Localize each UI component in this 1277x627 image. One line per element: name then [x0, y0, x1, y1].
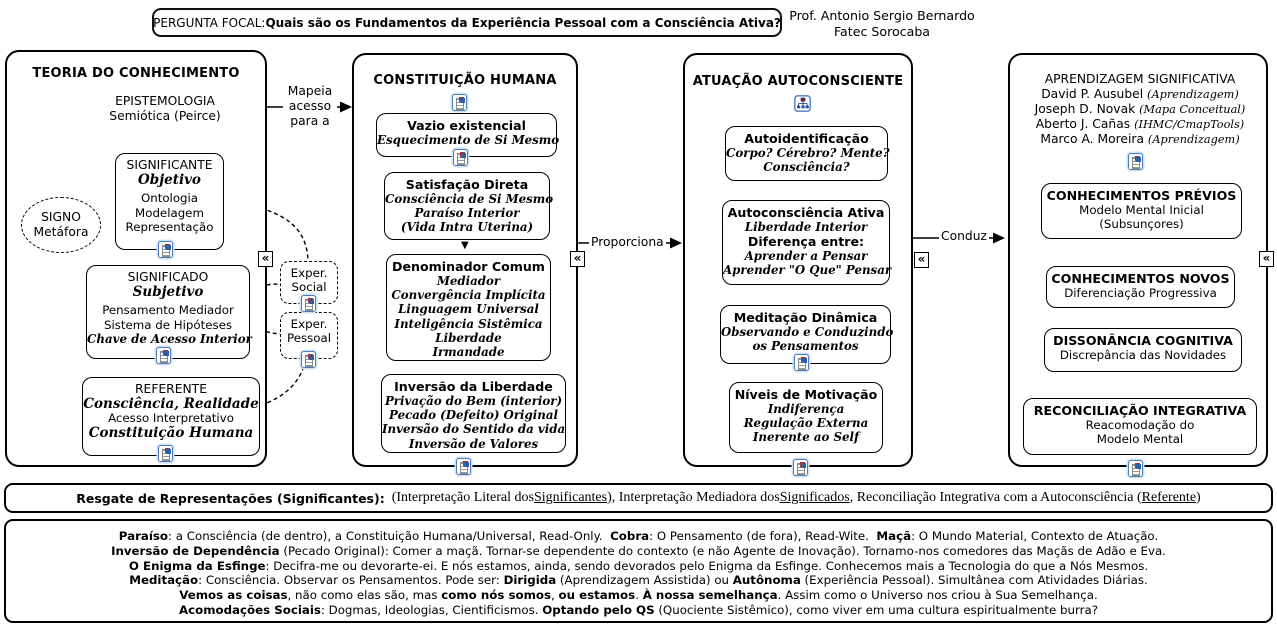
- author-name: Prof. Antonio Sergio Bernardo: [789, 8, 975, 23]
- node-conhecimentos-previos[interactable]: CONHECIMENTOS PRÉVIOS Modelo Mental Inicial (Subsunçores): [1041, 183, 1242, 239]
- author-institution: Fatec Sorocaba: [833, 24, 931, 39]
- resource-icon[interactable]: [158, 241, 173, 258]
- aprendizagem-header: APRENDIZAGEM SIGNIFICATIVA David P. Ausubel (Aprendizagem) Joseph D. Novak (Mapa Conceitual) Aberto J. Cañas (IHMC/CmapTools) Marco A. Moreira (Aprendizagem): [1034, 72, 1246, 146]
- node-inversao-liberdade[interactable]: Inversão da Liberdade Privação do Bem (interior) Pecado (Defeito) Original Inversão do Sentido da vida Inversão de Valores: [381, 374, 566, 453]
- link-label-mapeia-acesso[interactable]: Mapeia acesso para a: [283, 84, 337, 129]
- node-significado[interactable]: SIGNIFICADO Subjetivo Pensamento Mediador Sistema de Hipóteses Chave de Acesso Interior: [86, 265, 250, 359]
- resource-icon[interactable]: [301, 351, 316, 368]
- collapse-chevron-icon[interactable]: «: [914, 252, 929, 268]
- node-exper-pessoal[interactable]: Exper. Pessoal: [280, 312, 338, 359]
- footer-resgate-bar: Resgate de Representações (Significantes): (Interpretação Literal dos Significantes ), Interpretação Mediadora dos Significados , Reconciliação Integrativa com a Autoconsciência ( Referente ): [4, 483, 1273, 513]
- epistemologia-label: EPISTEMOLOGIA Semiótica (Peirce): [109, 94, 221, 123]
- resource-icon[interactable]: [1128, 153, 1143, 170]
- collapse-chevron-icon[interactable]: «: [258, 251, 273, 267]
- node-meditacao-dinamica[interactable]: Meditação Dinâmica Observando e Conduzindo os Pensamentos: [720, 305, 891, 364]
- node-denominador-comum[interactable]: Denominador Comum Mediador Convergência Implícita Linguagem Universal Inteligência Sistêmica Liberdade Irmandade: [386, 254, 551, 361]
- panel-constituicao-humana: [352, 53, 578, 467]
- author-credit: [772, 8, 992, 40]
- link-label-conduz[interactable]: Conduz: [941, 229, 987, 243]
- node-conhecimentos-novos[interactable]: CONHECIMENTOS NOVOS Diferenciação Progressiva: [1046, 266, 1235, 308]
- panel-atuacao-autoconsciente: [683, 53, 913, 467]
- node-significante[interactable]: SIGNIFICANTE Objetivo Ontologia Modelagem Representação: [115, 153, 224, 250]
- resource-icon[interactable]: [453, 149, 468, 166]
- resource-icon[interactable]: [456, 458, 471, 475]
- panel-aprendizagem-significativa: [1008, 53, 1268, 467]
- concept-map-icon[interactable]: [794, 95, 811, 112]
- panel-title-constituicao: CONSTITUIÇÃO HUMANA: [373, 73, 557, 88]
- resource-icon[interactable]: [793, 459, 808, 476]
- panel-title-teoria: TEORIA DO CONHECIMENTO: [32, 66, 240, 81]
- node-reconciliacao-integrativa[interactable]: RECONCILIAÇÃO INTEGRATIVA Reacomodação do Modelo Mental: [1023, 398, 1257, 455]
- collapse-chevron-icon[interactable]: «: [570, 251, 585, 267]
- resource-icon[interactable]: [301, 295, 316, 312]
- resource-icon[interactable]: [158, 445, 173, 462]
- collapse-chevron-icon[interactable]: «: [1259, 251, 1274, 267]
- panel-title-atuacao: ATUAÇÃO AUTOCONSCIENTE: [692, 74, 904, 89]
- node-dissonancia-cognitiva[interactable]: DISSONÂNCIA COGNITIVA Discrepância das Novidades: [1044, 328, 1242, 372]
- node-satisfacao-direta[interactable]: Satisfação Direta Consciência de Si Mesmo Paraíso Interior (Vida Intra Uterina): [384, 172, 550, 240]
- node-autoidentificacao[interactable]: Autoidentificação Corpo? Cérebro? Mente? Consciência?: [725, 126, 888, 181]
- focal-question-box: PERGUNTA FOCAL: Quais são os Fundamentos da Experiência Pessoal com a Consciência Ativa?: [152, 8, 782, 37]
- link-label-proporciona[interactable]: Proporciona: [591, 235, 664, 249]
- footer-notes-box: Paraíso: a Consciência (de dentro), a Constituição Humana/Universal, Read-Only. Cobra: O Pensamento (de fora), Read-Wite. Maçã: O Mundo Material, Contexto de Atuação. Inversão de Dependência (Pecado Original): Comer a maçã. Tornar-se dependente do contexto (e não Agente de Inovação). Tornamo-nos comedores das Maçãs de Adão e Eva. O Enigma da Esfinge: Decifra-me ou devorarte-ei. E nós estamos, ainda, sendo devorados pelo Enigma da Esfinge. Conhecemos mais a Tecnologia do que a Nós Mesmos. Meditação: Consciência. Observar os Pensamentos. Pode ser: Dirigida (Aprendizagem Assistida) ou Autônoma (Experiência Pessoal). Simultânea com Atividades Diárias. Vemos as coisas, não como elas são, mas como nós somos, ou estamos. À nossa semelhança. Assim como o Universo nos criou à Sua Semelhança. Acomodações Sociais: Dogmas, Ideologias, Cientificismos. Optando pelo QS (Quociente Sistêmico), como viver em uma cultura espiritualmente burra?: [4, 519, 1273, 623]
- resource-icon[interactable]: [1128, 460, 1143, 477]
- node-vazio-existencial[interactable]: Vazio existencial Esquecimento de Si Mesmo: [376, 113, 557, 157]
- node-exper-social[interactable]: Exper. Social: [280, 261, 338, 304]
- node-autoconsciencia-ativa[interactable]: Autoconsciência Ativa Liberdade Interior Diferença entre: Aprender a Pensar Aprender "O Que" Pensar: [722, 200, 890, 285]
- node-signo[interactable]: SIGNO Metáfora: [21, 197, 101, 253]
- resource-icon[interactable]: [452, 94, 467, 111]
- resource-icon[interactable]: [156, 347, 171, 364]
- down-arrow-icon: ▼: [461, 240, 469, 251]
- panel-teoria-do-conhecimento: [5, 50, 267, 467]
- resource-icon[interactable]: [794, 354, 809, 371]
- node-referente[interactable]: REFERENTE Consciência, Realidade Acesso Interpretativo Constituição Humana: [82, 377, 260, 456]
- node-niveis-motivacao[interactable]: Níveis de Motivação Indiferença Regulação Externa Inerente ao Self: [729, 382, 883, 453]
